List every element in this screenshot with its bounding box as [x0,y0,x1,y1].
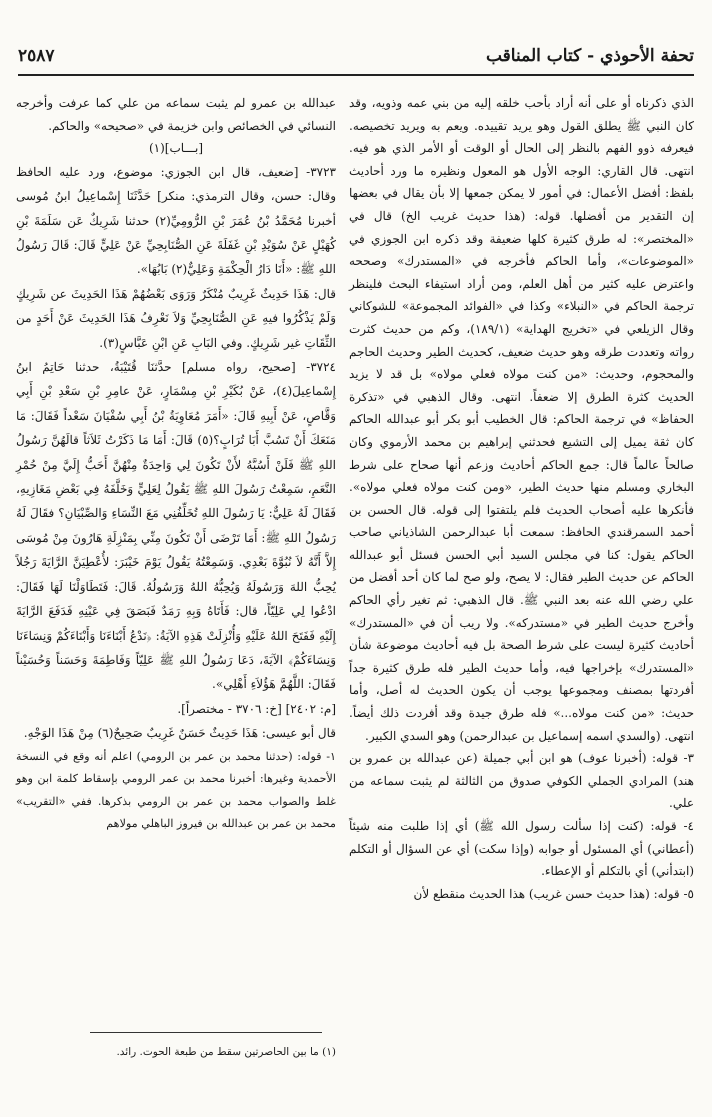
bab-heading: [بـــاب](١) [148,141,204,156]
abu-isa-grading: قال أبو عيسى: هَذَا حَدِيثٌ حَسَنٌ غَرِيبٌ صَحِيحٌ(٦) مِنْ هَذَا الوَجْهِ. [23,726,336,741]
commentary-3723: قال: هَذَا حَدِيثٌ غَرِيبٌ مُنْكَرٌ وَرَوَى بَعْضُهُمْ هَذَا الحَدِيثَ عن شَرِيكٍ وَلَمْ يَذْكُرُوا فيهِ عَنِ الصُّنَابِحِيِّ وَلاَ نَعْرِفُ هَذَا الحَدِيثَ عَنْ أَحَدٍ من الثِّقَاتِ غير شَرِيكٍ. وفي البَابِ عَنِ ابْنِ عَبَّاسٍ(٣). [16,286,336,350]
page-number: ٢٥٨٧ [18,46,55,66]
intro-paragraph: عبدالله بن عمرو لم يثبت سماعه من علي كما عرفت وأخرجه النسائي في الخصائص وابن خزيمة في «صحيحه» والحاكم. [16,96,336,133]
footnote: (١) ما بين الحاصرتين سقط من طبعة الحوت. رائد. [116,1046,336,1058]
hadith-3723: ٣٧٢٣- [ضعيف، قال ابن الجوزي: موضوع، ورد عليه الحافظ وقال: حسن، وقال الترمذي: منكر] حَدَّثَنَا إِسْماعِيلُ ابنُ مُوسى أخبرنا مُحَمَّدُ بْنُ عُمَرَ بْنِ الرُّومِيِّ(٢) حدثنا شَرِيكٌ عَن سَلَمَةَ بْنِ كُهَيْلٍ عَنْ سُوَيْدِ بْنِ غَفَلَةَ عَنِ الصُّنَابِحِيِّ عَنْ عَلِيٍّ قَالَ: قَالَ رَسُولُ اللهِ ﷺ: «أَنَا دَارُ الْحِكْمَةِ وَعَلِيٌّ(٢) بَابُهَا». [16,164,336,277]
hadith-3724: ٣٧٢٤- [صحيح، رواه مسلم] حدَّثنَا قُتَيْبَةُ، حدثنا حَاتِمُ ابنُ إِسْماعِيلَ(٤)، عَنْ بُكَيْرِ بْنِ مِسْمَارٍ، عَنْ عامِرِ بْنِ سَعْدِ بْنِ أَبِي وَقَّاصٍ، عَنْ أَبِيهِ قَالَ: «أَمَرَ مُعَاوِيَةُ بْنُ أَبِي سُفْيَانَ سَعْداً فَقَالَ: مَا مَنَعَكَ أَنْ تَسُبَّ أَبَا تُرَابٍ؟(٥) قَالَ: أَمَا مَا ذَكَرْتُ ثَلاَثاً قالَهُنَّ رَسُولُ اللهِ ﷺ فَلَنْ أَسُبَّهُ لأَنْ تَكُونَ لِي وَاحِدَةٌ مِنْهُنَّ أَحَبُّ إِلَيَّ مِنْ حُمْرِ النَّعَمِ، سَمِعْتُ رَسُولَ اللهِ ﷺ يَقُولُ لِعَلِيٍّ وَخَلَّفَهُ فِي بَعْضِ مَغَازِيهِ، فَقَالَ لَهُ عَلِيٌّ: يَا رَسُولَ اللهِ تُخَلِّفُنِي مَعَ النِّسَاءِ وَالصِّبْيَانِ؟ فقَالَ لَهُ رَسُولُ اللهِ ﷺ: أَمَا تَرْضَى أَنْ تَكُونَ مِنِّي بِمَنْزِلَةِ هَارُونَ مِنْ مُوسَى إِلاَّ أَنَّهُ لاَ نُبُوَّةَ بَعْدِي. وَسَمِعْتُهُ يَقُولُ يَوْمَ خَيْبَرَ: لأُعْطِيَنَّ الرَّايَةَ رَجُلاً يُحِبُّ اللهَ وَرَسُولَهُ وَيُحِبُّهُ اللهُ وَرَسُولُهُ. قَالَ: فَتَطَاوَلْنَا لَهَا فَقَالَ: ادْعُوا لِي عَلِيّاً، قال: فَأَتَاهُ وَبِهِ رَمَدٌ فَبَصَقَ فِي عَيْنِهِ فَدَفَعَ الرَّايَةَ إِلَيْهِ فَفَتَحَ اللهُ عَلَيْهِ وَأُنْزِلَتْ هَذِهِ الآيَةُ: ﴿نَدْعُ أَبْنَاءَنَا وَأَبْنَاءَكُمْ وَنِسَاءَنَا وَنِسَاءَكُمْ﴾ الآيَةَ، دَعَا رَسُولُ اللهِ ﷺ عَلِيّاً وَفَاطِمَةَ وَحَسَناً وَحُسَيْناً فَقَالَ: اللَّهُمَّ هَؤُلاَءِ أَهْلِي». [16,360,336,692]
right-column [349,92,694,905]
commentary-paragraph: الذي ذكرناه أو على أنه أراد بأحب خلقه إليه من بني عمه وذويه، وقد كان النبي ﷺ يطلق القول وهو يريد تقييده. ويعم به ويريد تخصيصه. فيعرفه ذوو الفهم بالنظر إلى الحال أو الوقت أو الأمر الذي هو فيه. انتهى. قال القاري: الوجه الأول هو المعول ونظيره ما ورد أحاديث بلفظ: أفضل الأعمال: في أمور لا يمكن جمعها إلا بأن يقال في بعضها إن التقدير من أفضلها. قوله: (هذا حديث غريب الخ) قال في «المختصر»: له طرق كثيرة كلها ضعيفة وقد ذكره ابن الجوزي في «الموضوعات»، وأما الحاكم فأخرجه في «المستدرك» وصححه واعترض عليه كثير من أهل العلم، ومن أراد استيفاء البحث فلينظر ترجمة الحاكم في «النبلاء» وكذا في «الفوائد المجموعة» للشوكاني وقال الزيلعي في «تخريج الهداية» (١٨٩/١)، وكم من حديث كثرت رواته وتعددت طرقه وهو حديث ضعيف، كحديث الطير وحديث الحاجم والمحجوم، وحديث: «من كنت مولاه فعلي مولاه» بل قد لا يزيد الحديث كثرة الطرق إلا ضعفاً. انتهى. وقال الذهبي في «تذكرة الحفاظ» في ترجمة الحاكم: قال الخطيب أبو بكر أبو عبدالله الحاكم كان ثقة يميل إلى التشيع فحدثني إبراهيم بن محمد الأرموي وكان صالحاً عالماً قال: جمع الحاكم أحاديث وزعم أنها صحاح على شرط البخاري ومسلم منها حديث الطير، «ومن كنت مولاه فعلي مولاه». فأنكرها عليه أصحاب الحديث فلم يلتفتوا إلى قوله. قال الحسن بن أحمد السمرقندي الحافظ: سمعت أبا عبدالرحمن الشاذياني صاحب الحاكم يقول: كنا في مجلس السيد أبي الحسن فسئل أبو عبدالله الحاكم عن حديث الطير فقال: لا يصح، ولو صح لما كان أحد أفضل من علي رضي الله عنه بعد النبي ﷺ. قال الذهبي: ثم تغير رأي الحاكم وأخرج حديث الطير في «مستدركه». ولا ريب أن في «المستدرك» أحاديث كثيرة ليست على شرط الصحة بل فيه أحاديث موضوعة شأن «المستدرك» بإخراجها فيه، وأما حديث الطير فله طرق كثيرة جداً أفردتها بمصنف ومجموعها يوجب أن يكون الحديث له أصل، وأما حديث: «من كنت مولاه...» فله طرق جيدة وقد أفردت ذلك أيضاً. انتهى. (والسدي اسمه إسماعيل بن عبدالرحمن) وهو السدي الكبير. [349,96,694,743]
running-title: تحفة الأحوذي - كتاب المناقب [485,46,694,66]
note-1: ١- قوله: (حدثنا محمد بن عمر بن الرومي) اعلم أنه وقع في النسخة الأحمدية وغيرها: أخبرنا محمد بن عمر الرومي بإسقاط كلمة ابن وهو غلط والصواب محمد بن عمر بن الرومي بذكرها. ففي «التقريب» محمد بن عمر بن عبدالله بن فيروز الباهلي مولاهم [16,749,336,831]
left-column [16,92,336,836]
page-header [18,44,694,76]
note-3: ٣- قوله: (أخبرنا عوف) هو ابن أبي جميلة (عن عبدالله بن عمرو بن هند) المرادي الجملي الكوفي صدوق من الثالثة لم يثبت سماعه من علي. [349,751,694,811]
hadith-refs: [م: ٢٤٠٢] [خ: ٣٧٠٦ - مختصراً]. [177,701,336,716]
note-5: ٥- قوله: (هذا حديث حسن غريب) هذا الحديث منقطع لأن [413,886,694,901]
note-4: ٤- قوله: (كنت إذا سألت رسول الله ﷺ) أي إذا طلبت منه شيئاً (أعطاني) أي المسئول أو جوابه (وإذا سكت) أي عن السؤال أو التكلم (ابتدأني) أي بالتكلم أو الإعطاء. [349,819,694,879]
footnote-divider [90,1032,322,1033]
